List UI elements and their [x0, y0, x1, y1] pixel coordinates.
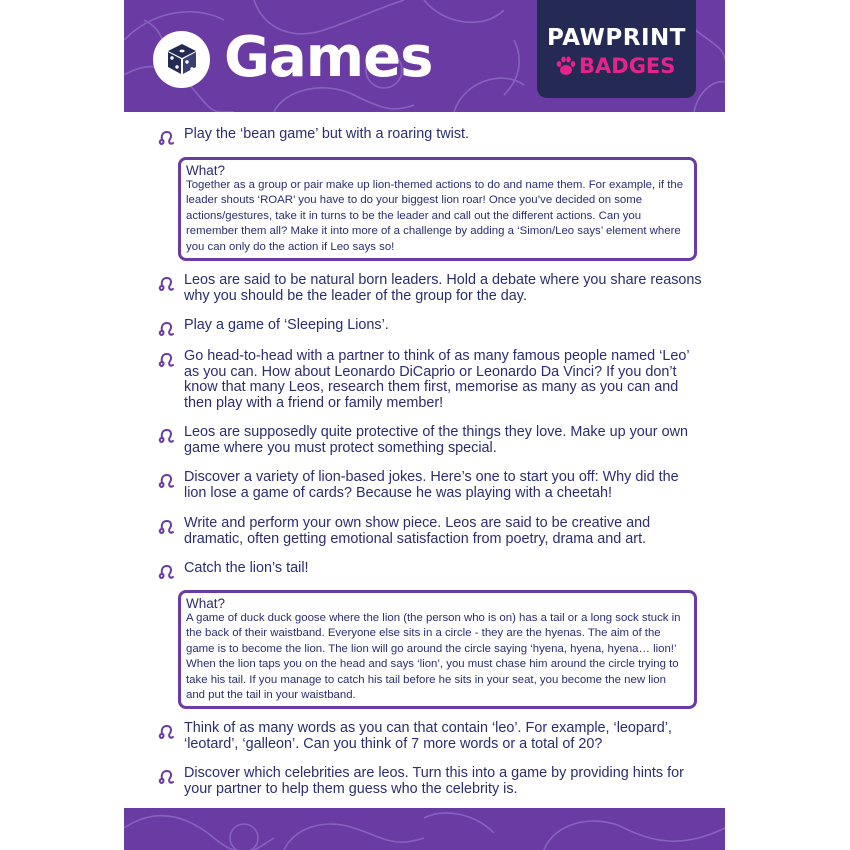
logo-text-top: PAWPRINT	[547, 25, 686, 51]
page	[124, 0, 725, 850]
info-box-title: What?	[186, 596, 226, 611]
leo-symbol-icon	[158, 351, 176, 369]
item-text: Write and perform your own show piece. Leos are said to be creative and dramatic, often getting emotional satisfaction from poetry, drama and art.	[184, 515, 651, 547]
info-box-body: A game of duck duck goose where the lion (the person who is on) has a tail or a long sock stuck in the back of their waistband. Everyone else sits in a circle - they are the hyenas. The aim of the game is to become the lion. The lion will go around the circle saying ‘hyena, hyena, hyena… lion!’ When the lion taps you on the head and says ‘lion’, you must chase him around the circle trying to take his tail. If you manage to catch his tail before he sits in your seat, you become the new lion and put the tail in your waistband.	[186, 612, 681, 702]
leo-symbol-icon	[158, 723, 176, 741]
leo-symbol-icon	[158, 768, 176, 786]
leo-symbol-icon	[158, 320, 176, 338]
info-box	[178, 157, 697, 261]
leo-symbol-icon	[158, 518, 176, 536]
info-box	[178, 590, 697, 709]
item-text: Play the ‘bean game’ but with a roaring twist.	[184, 126, 470, 142]
item-text: Think of as many words as you can that contain ‘leo’. For example, ‘leopard’, ‘leotard’, ‘galleon’. Can you think of 7 more words or a total of 20?	[184, 720, 672, 752]
item-text: Go head-to-head with a partner to think of as many famous people named ‘Leo’ as you can. How about Leonardo DiCaprio or Leonardo Da Vinci? If you don’t know that many Leos, research them first, memorise as many as you can and then play with a friend or family member!	[184, 348, 690, 411]
pawprint-badges-logo	[537, 0, 696, 98]
logo-text-bottom	[555, 52, 691, 80]
item-text: Play a game of ‘Sleeping Lions’.	[184, 317, 389, 333]
leo-symbol-icon	[158, 275, 176, 293]
item-text: Discover which celebrities are leos. Turn this into a game by providing hints for your partner to help them guess who the celebrity is.	[184, 765, 684, 797]
item-text: Discover a variety of lion-based jokes. Here’s one to start you off: Why did the lion lose a game of cards? Because he was playing with a cheetah!	[184, 469, 679, 501]
footer-banner	[124, 808, 725, 850]
leo-symbol-icon	[158, 129, 176, 147]
leo-symbol-icon	[158, 427, 176, 445]
item-text: Leos are supposedly quite protective of the things they love. Make up your own game where you must protect something special.	[184, 424, 688, 456]
logo-badges-word: BADGES	[579, 54, 676, 78]
dice-icon-badge	[153, 31, 210, 88]
leo-symbol-icon	[158, 472, 176, 490]
header-banner	[124, 0, 725, 112]
info-box-body: Together as a group or pair make up lion-themed actions to do and name them. For example, if the leader shouts ‘ROAR’ you have to do your biggest lion roar! Once you’ve decided on some actions/gestures, take it in turns to be the leader and call out the different actions. Can you remember them all? Make it into more of a challenge by adding a ‘Simon/Leo says’ element where you can only do the action if Leo says so!	[186, 179, 684, 253]
item-text: Leos are said to be natural born leaders. Hold a debate where you share reasons why you should be the leader of the group for the day.	[184, 272, 702, 304]
lion-outline-decoration	[124, 808, 725, 850]
paw-icon	[555, 55, 577, 77]
item-text: Catch the lion’s tail!	[184, 560, 309, 576]
leo-symbol-icon	[158, 563, 176, 581]
dice-icon	[165, 42, 199, 76]
info-box-title: What?	[186, 163, 226, 178]
page-title: Games	[224, 25, 433, 90]
